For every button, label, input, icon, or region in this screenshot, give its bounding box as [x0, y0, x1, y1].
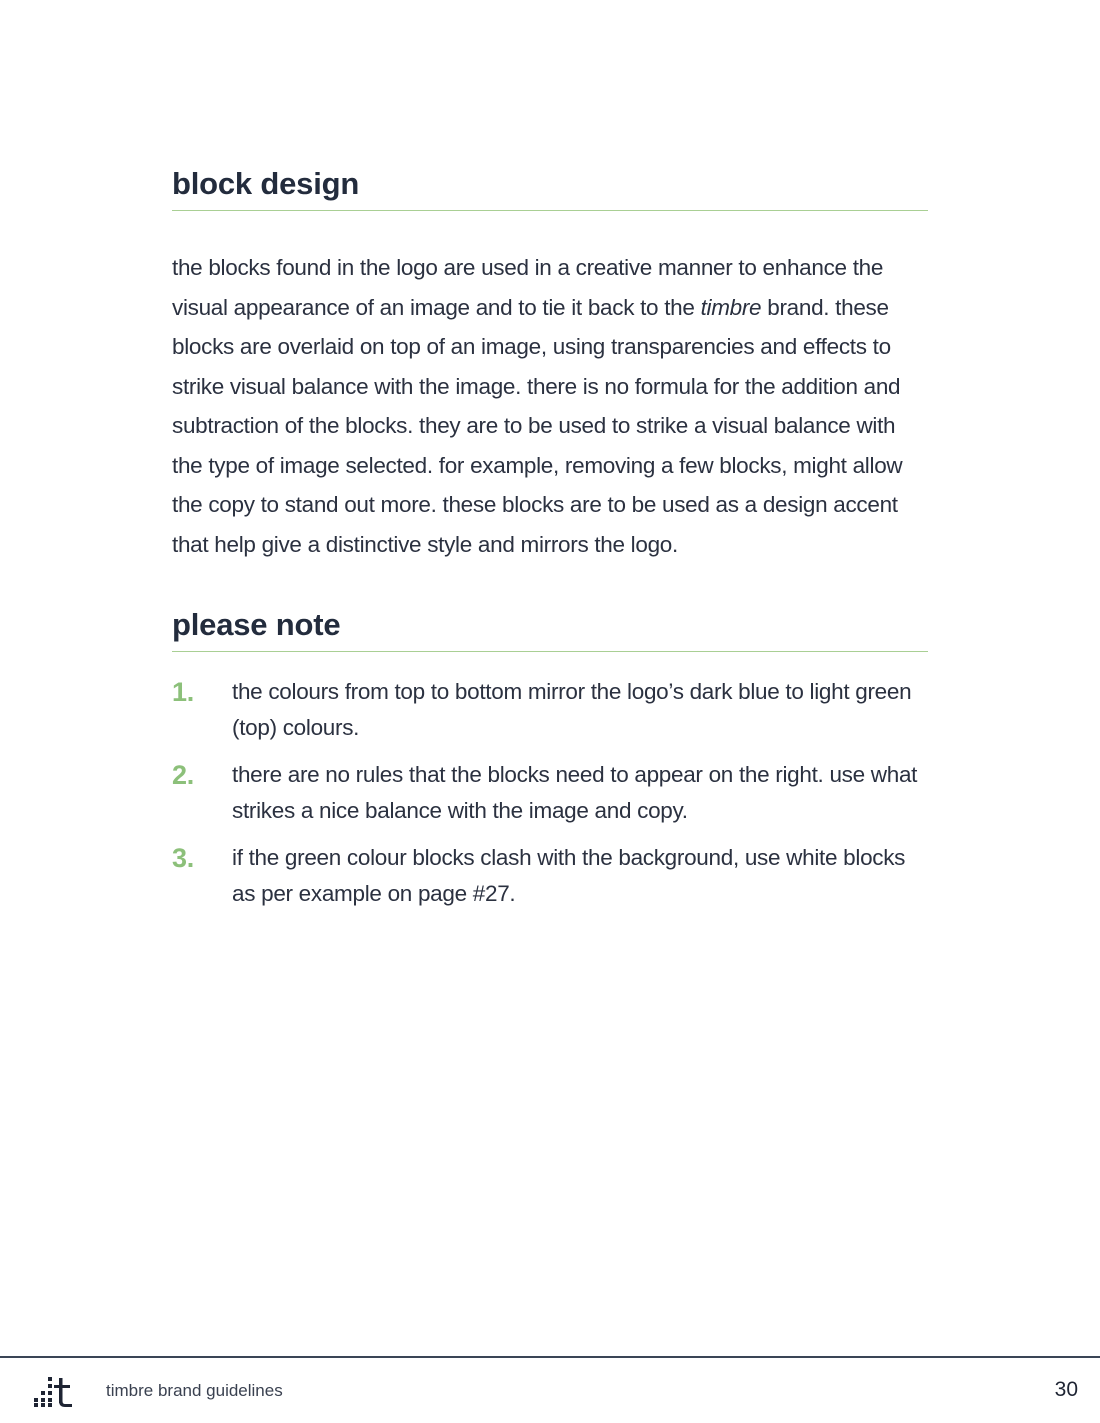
- body-text-part2: brand. these blocks are overlaid on top of an image, using transparencies and effects to strike visual balance with the image. there is no formula for the addition and subtraction of the blocks. they are to be used to strike a visual balance with the type of image selected. for example, removing a few blocks, might allow the copy to stand out more. these blocks are to be used as a design accent that help give a distinctive style and mirrors the logo.: [172, 294, 903, 557]
- body-text-italic: timbre: [700, 294, 762, 320]
- notes-list: [172, 674, 928, 923]
- body-paragraph: [172, 248, 928, 564]
- timbre-logo-icon: [34, 1377, 76, 1407]
- body-text-part1: the blocks found in the logo are used in a creative manner to enhance the visual appearance of an image and to tie it back to the: [172, 255, 884, 320]
- list-item-text: there are no rules that the blocks need to appear on the right. use what strikes a nice balance with the image and copy.: [232, 762, 918, 823]
- page-number: 30: [1054, 1378, 1078, 1401]
- section-heading-block-design: block design: [172, 166, 928, 211]
- footer-divider: [0, 1356, 1100, 1358]
- section-heading-please-note: please note: [172, 607, 928, 652]
- list-item: [172, 674, 928, 746]
- list-item-number: 3.: [172, 843, 194, 873]
- list-item-number: 2.: [172, 760, 194, 790]
- list-item-text: if the green colour blocks clash with the background, use white blocks as per example on page #27.: [232, 845, 906, 906]
- list-item-number: 1.: [172, 677, 194, 707]
- list-item: [172, 840, 928, 912]
- list-item: [172, 757, 928, 829]
- list-item-text: the colours from top to bottom mirror the logo’s dark blue to light green (top) colours.: [232, 679, 912, 740]
- footer-title: timbre brand guidelines: [106, 1381, 283, 1400]
